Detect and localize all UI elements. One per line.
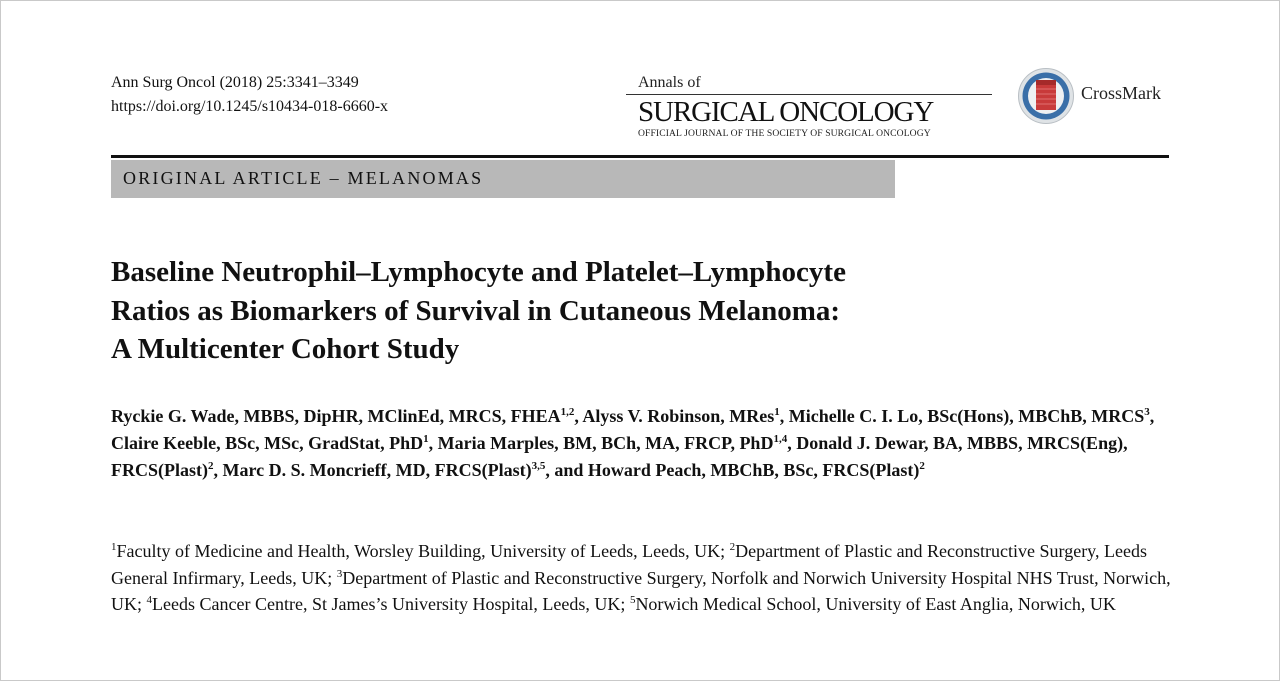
affiliation-list <box>111 538 1173 618</box>
affiliation-separator: ; <box>137 594 147 614</box>
author-name: Michelle C. I. Lo, BSc(Hons), MBChB, MRCS <box>788 406 1145 426</box>
affiliation-text: Department of Plastic and Reconstructive Surgery, Leeds General Infirmary, Leeds, UK <box>111 541 1147 588</box>
journal-logo <box>638 73 992 140</box>
affiliation-number: 5 <box>629 594 636 606</box>
author-name: Alyss V. Robinson, MRes <box>582 406 775 426</box>
affiliation-number: 2 <box>729 541 736 553</box>
affiliation-number: 1 <box>111 541 117 553</box>
author-affiliation-ref: 1,2 <box>560 406 575 418</box>
article-title <box>111 253 1111 369</box>
affiliation-number: 4 <box>146 594 153 606</box>
affiliation-separator: ; <box>720 541 730 561</box>
crossmark-label: CrossMark <box>1081 82 1161 103</box>
title-line: Baseline Neutrophil–Lymphocyte and Platelet–Lymphocyte <box>111 256 846 288</box>
article-category-bar <box>111 160 895 198</box>
affiliation-number: 3 <box>336 567 343 580</box>
article-category: ORIGINAL ARTICLE – MELANOMAS <box>123 168 484 188</box>
journal-prefix: Annals of <box>638 74 701 91</box>
header-divider <box>111 155 1169 158</box>
author-affiliation-ref: 3 <box>1144 406 1150 418</box>
author-list <box>111 403 1173 484</box>
author-affiliation-ref: 1 <box>423 433 429 445</box>
author-affiliation-ref: 3,5 <box>531 460 546 472</box>
affiliation-text: Norwich Medical School, University of East Anglia, Norwich, UK <box>635 594 1116 614</box>
crossmark-button[interactable] <box>1017 67 1161 125</box>
author-separator: , and <box>545 460 588 480</box>
journal-logo-rule <box>626 94 992 95</box>
affiliation-text: Department of Plastic and Reconstructive Surgery, Norfolk and Norwich University Hospital NHS Trust, Norwich, UK <box>111 567 1171 614</box>
author-name: Maria Marples, BM, BCh, MA, FRCP, PhD <box>437 433 774 453</box>
author-affiliation-ref: 2 <box>208 460 214 472</box>
author-name: Ryckie G. Wade, MBBS, DipHR, MClinEd, MRCS, FHEA <box>111 406 561 426</box>
affiliation-text: Leeds Cancer Centre, St James’s University Hospital, Leeds, UK <box>152 594 621 614</box>
author-affiliation-ref: 2 <box>919 460 925 472</box>
author-separator: , <box>574 406 583 426</box>
title-line: Ratios as Biomarkers of Survival in Cutaneous Melanoma: <box>111 294 841 327</box>
citation: Ann Surg Oncol (2018) 25:3341–3349 <box>111 74 359 91</box>
crossmark-icon <box>1017 67 1075 125</box>
author-separator: , <box>213 460 223 480</box>
author-separator: , <box>428 433 438 453</box>
author-name: Howard Peach, MBChB, BSc, FRCS(Plast) <box>587 460 920 480</box>
author-separator: , <box>779 406 789 426</box>
journal-subtitle: OFFICIAL JOURNAL OF THE SOCIETY OF SURGICAL ONCOLOGY <box>638 128 931 139</box>
journal-name: SURGICAL ONCOLOGY <box>638 96 934 128</box>
affiliation-separator: ; <box>620 594 630 614</box>
doi-link[interactable]: https://doi.org/10.1245/s10434-018-6660-x <box>111 98 389 115</box>
title-line: A Multicenter Cohort Study <box>111 333 460 365</box>
author-name: Claire Keeble, BSc, MSc, GradStat, PhD <box>111 433 424 453</box>
author-affiliation-ref: 1 <box>774 406 780 418</box>
author-separator: , <box>787 433 797 453</box>
author-separator: , <box>1149 406 1155 426</box>
citation-block <box>111 71 388 119</box>
affiliation-separator: ; <box>327 567 337 588</box>
author-name: Marc D. S. Moncrieff, MD, FRCS(Plast) <box>222 460 532 480</box>
author-name: Donald J. Dewar, BA, MBBS, MRCS(Eng), FRCS(Plast) <box>111 433 1128 480</box>
affiliation-text: Faculty of Medicine and Health, Worsley Building, University of Leeds, Leeds, UK <box>116 541 721 561</box>
author-affiliation-ref: 1,4 <box>773 433 788 445</box>
